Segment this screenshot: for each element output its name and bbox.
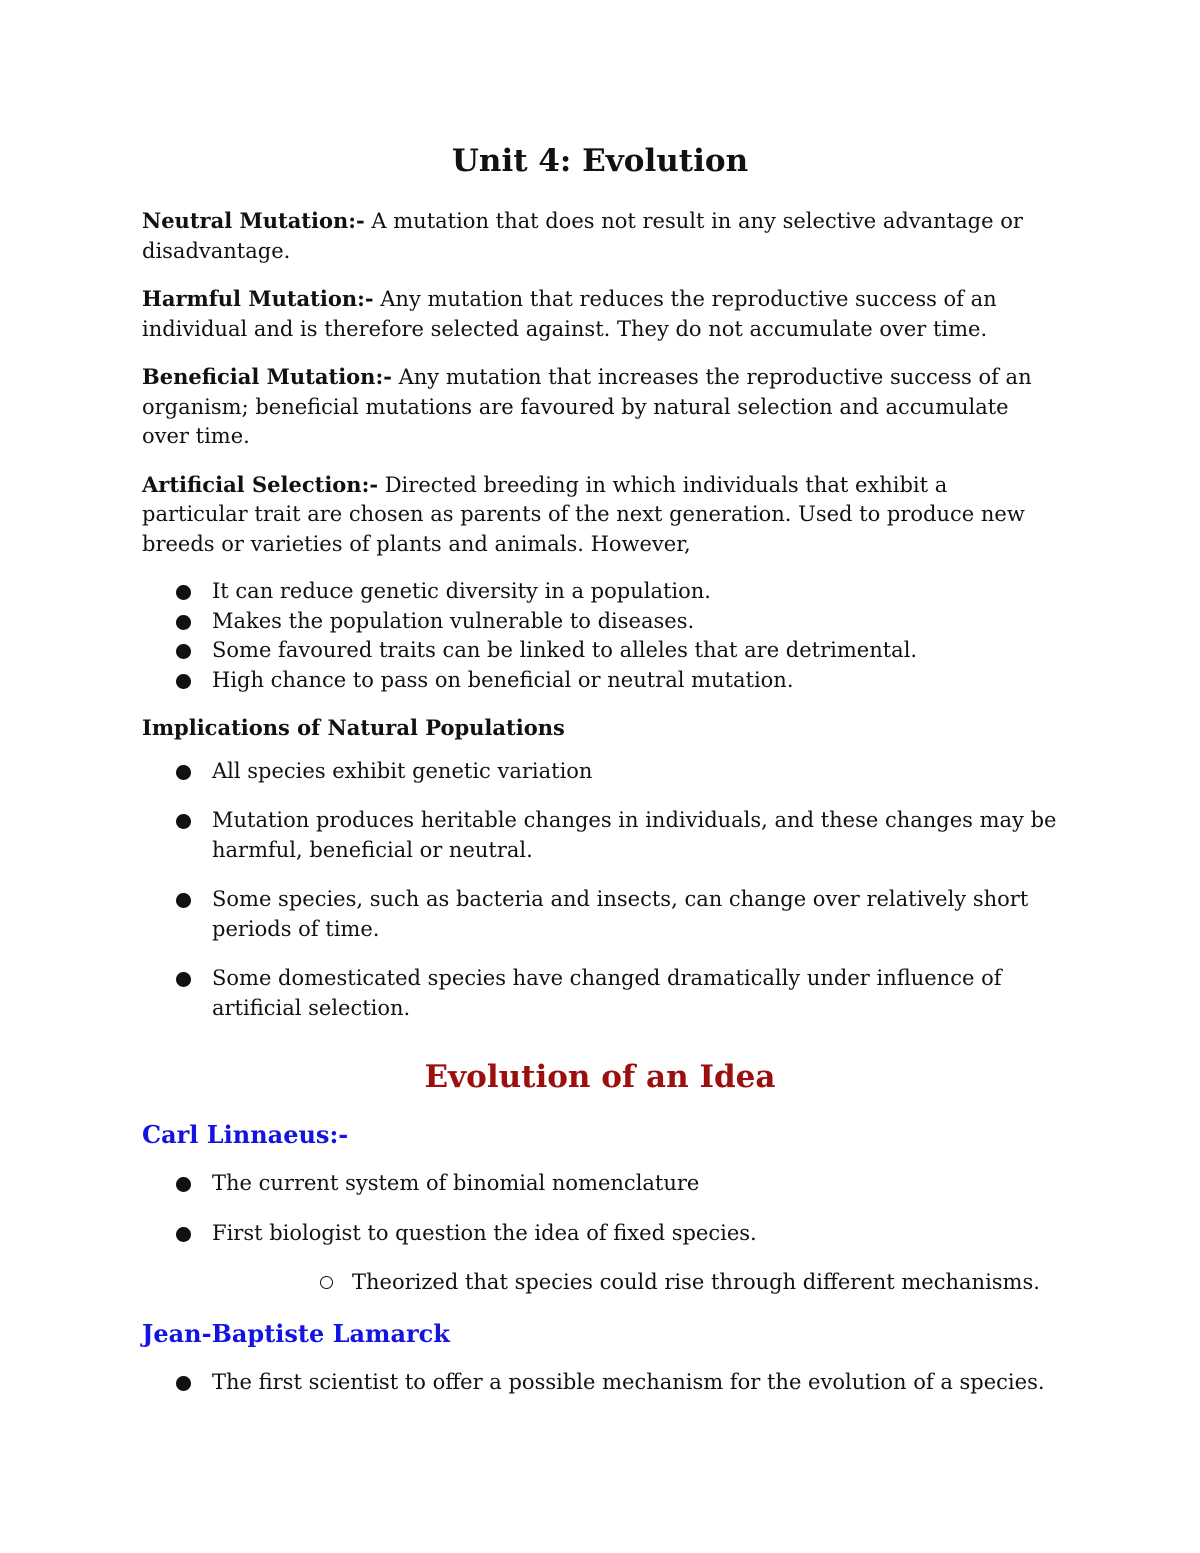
definition-term: Harmful Mutation:- (142, 286, 374, 311)
list-item-text: Mutation produces heritable changes in individuals, and these changes may be harmful, beneficial or neutral. (212, 808, 1057, 862)
linnaeus-list (142, 1169, 1058, 1298)
linnaeus-sub-list (212, 1268, 1058, 1298)
list-item (142, 1368, 1058, 1398)
implications-heading: Implications of Natural Populations (142, 715, 565, 740)
definition-beneficial-mutation (142, 362, 1058, 452)
list-item-text: The current system of binomial nomenclature (212, 1171, 700, 1195)
document-page (142, 138, 1058, 1415)
list-item (142, 806, 1058, 865)
sub-list-item-text: Theorized that species could rise through different mechanisms. (352, 1270, 1040, 1294)
list-item (142, 1219, 1058, 1298)
person-heading-lamarck: Jean-Baptiste Lamarck (142, 1318, 450, 1348)
bullet-icon (176, 644, 191, 659)
list-item-text: Some favoured traits can be linked to alleles that are detrimental. (212, 638, 918, 662)
list-item-text: The first scientist to offer a possible mechanism for the evolution of a species. (212, 1369, 1045, 1394)
list-item (142, 964, 1058, 1023)
bullet-icon (176, 585, 191, 600)
list-item (142, 1169, 1058, 1199)
bullet-icon (176, 1227, 191, 1242)
bullet-icon (176, 893, 191, 908)
list-item (142, 666, 1058, 696)
list-item-text: First biologist to question the idea of fixed species. (212, 1220, 757, 1245)
page-title: Unit 4: Evolution (451, 143, 749, 179)
section-title: Evolution of an Idea (424, 1059, 776, 1095)
bullet-icon (176, 1177, 191, 1192)
hollow-bullet-icon (320, 1276, 333, 1289)
bullet-icon (176, 674, 191, 689)
bullet-icon (176, 972, 191, 987)
definition-artificial-selection (142, 470, 1058, 560)
list-item (142, 757, 1058, 787)
list-item (142, 577, 1058, 607)
definition-text: Directed breeding in which individuals that exhibit a particular trait are chosen as parents of the next generation. Used to produce new breeds or varieties of plants and animals. However, (142, 472, 1025, 556)
bullet-icon (176, 1376, 191, 1391)
bullet-icon (176, 814, 191, 829)
person-heading-linnaeus: Carl Linnaeus:- (142, 1120, 349, 1149)
definition-text: A mutation that does not result in any selective advantage or disadvantage. (142, 209, 1023, 263)
list-item-text: Makes the population vulnerable to diseases. (212, 608, 695, 633)
bullet-icon (176, 765, 191, 780)
list-item (142, 636, 1058, 666)
definition-neutral-mutation (142, 206, 1058, 266)
lamarck-list (142, 1368, 1058, 1398)
sub-list-item (212, 1268, 1058, 1298)
artificial-selection-list (142, 577, 1058, 695)
list-item-text: All species exhibit genetic variation (212, 758, 593, 783)
list-item-text: Some species, such as bacteria and insects, can change over relatively short periods of time. (212, 887, 1029, 941)
list-item-text: Some domesticated species have changed dramatically under influence of artificial selection. (212, 966, 1002, 1020)
definition-term: Artificial Selection:- (142, 471, 379, 497)
definition-term: Beneficial Mutation:- (142, 364, 392, 389)
implications-list (142, 757, 1058, 1024)
list-item-text: High chance to pass on beneficial or neutral mutation. (212, 667, 794, 692)
definition-text: Any mutation that reduces the reproductive success of an individual and is therefore selected against. They do not accumulate over time. (142, 287, 997, 341)
list-item (142, 607, 1058, 637)
definition-term: Neutral Mutation:- (142, 208, 365, 233)
list-item-text: It can reduce genetic diversity in a population. (212, 579, 711, 603)
definition-harmful-mutation (142, 284, 1058, 344)
list-item (142, 885, 1058, 944)
bullet-icon (176, 615, 191, 630)
definition-text: Any mutation that increases the reproductive success of an organism; beneficial mutations are favoured by natural selection and accumulate over time. (142, 365, 1032, 448)
